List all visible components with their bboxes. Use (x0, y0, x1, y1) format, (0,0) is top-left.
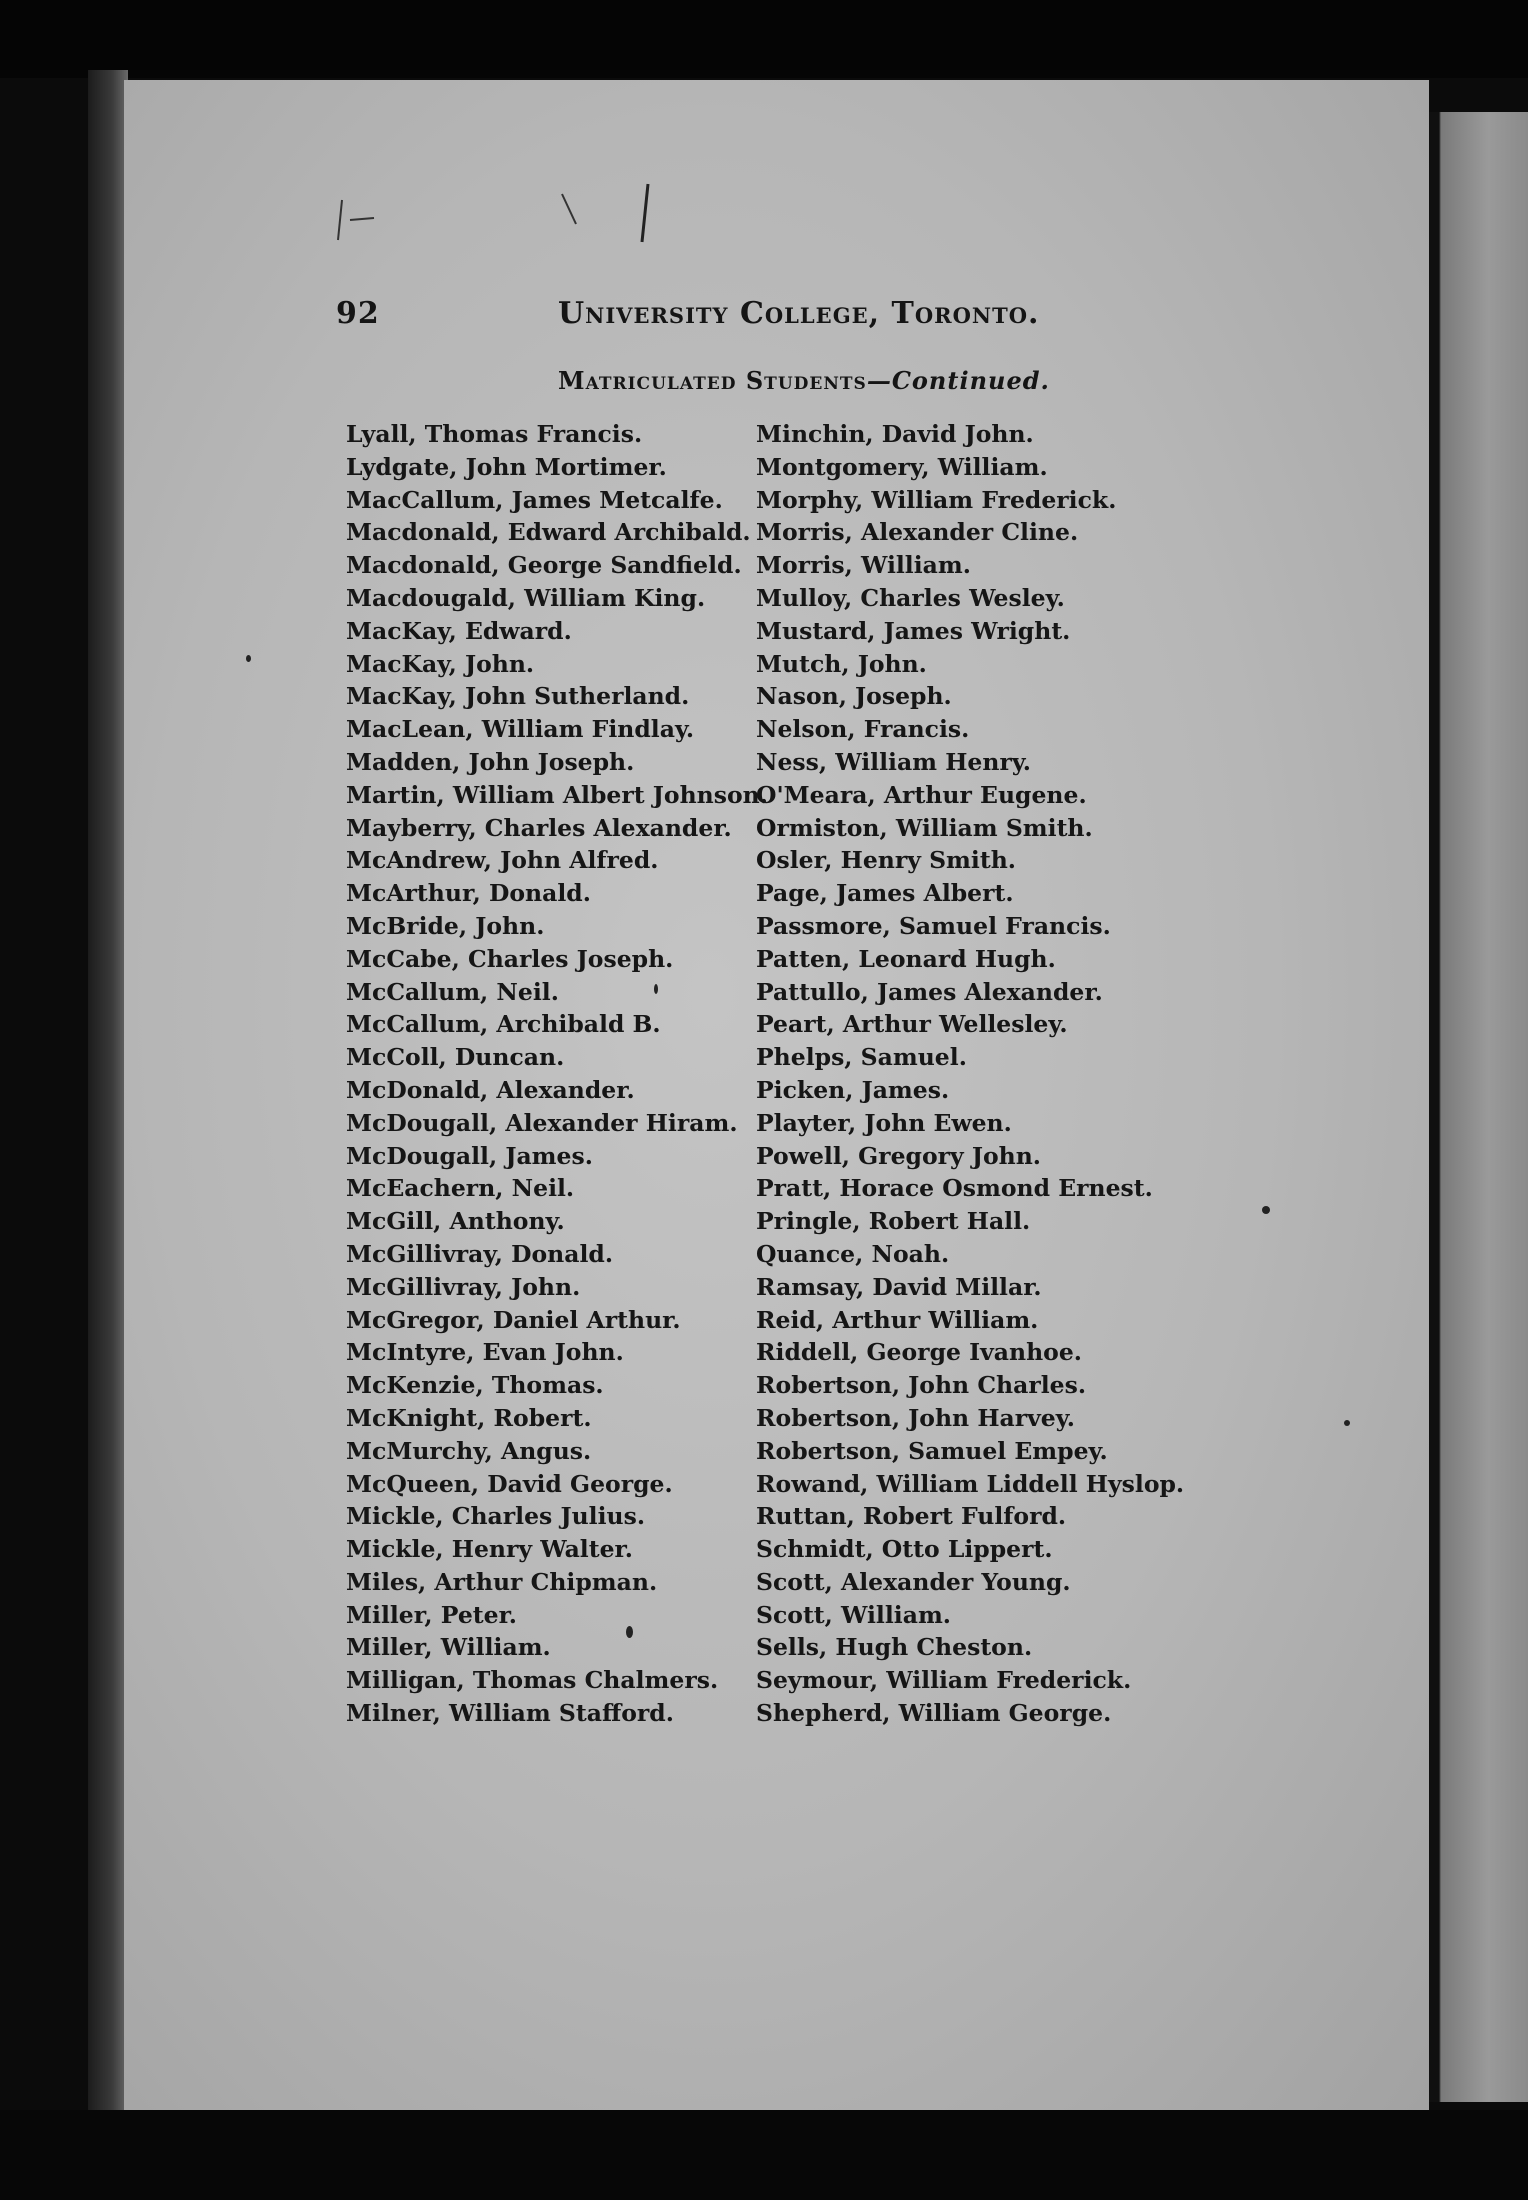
student-name: Scott, Alexander Young. (756, 1567, 1071, 1596)
student-name: Milligan, Thomas Chalmers. (346, 1666, 719, 1695)
ink-speck (1344, 1420, 1350, 1426)
student-name: Lyall, Thomas Francis. (346, 420, 643, 448)
student-name: McAndrew, John Alfred. (346, 846, 659, 875)
student-name: Quance, Noah. (756, 1239, 950, 1268)
student-name: Mutch, John. (756, 649, 927, 678)
student-name: O'Meara, Arthur Eugene. (756, 780, 1087, 809)
student-name: McCallum, Neil. (346, 977, 559, 1006)
student-name: MacKay, Edward. (346, 616, 572, 645)
student-name: McColl, Duncan. (346, 1043, 565, 1072)
student-name: McGillivray, Donald. (346, 1239, 614, 1268)
student-name: Macdonald, Edward Archibald. (346, 518, 751, 547)
student-name: Reid, Arthur William. (756, 1305, 1039, 1334)
student-name: Ormiston, William Smith. (756, 813, 1093, 842)
student-name: Macdougald, William King. (346, 583, 706, 612)
student-name: Miles, Arthur Chipman. (346, 1567, 658, 1596)
scan-top-border (0, 0, 1528, 78)
student-name: Robertson, John Charles. (756, 1371, 1087, 1400)
student-name: Ruttan, Robert Fulford. (756, 1502, 1067, 1531)
student-name: McDougall, Alexander Hiram. (346, 1108, 738, 1137)
student-name: Phelps, Samuel. (756, 1043, 967, 1072)
student-name: McCabe, Charles Joseph. (346, 944, 674, 973)
student-name: Minchin, David John. (756, 420, 1034, 448)
student-name: McEachern, Neil. (346, 1174, 575, 1203)
student-name: McBride, John. (346, 911, 545, 940)
student-name: Ramsay, David Millar. (756, 1272, 1042, 1301)
student-name: Morris, William. (756, 551, 971, 580)
section-heading-text: Matriculated Students (558, 366, 867, 395)
student-name: MacLean, William Findlay. (346, 715, 695, 744)
ink-speck (654, 984, 658, 994)
scan-bottom-border (0, 2110, 1528, 2200)
student-name: Robertson, Samuel Empey. (756, 1436, 1108, 1465)
student-name: Lydgate, John Mortimer. (346, 452, 667, 481)
section-heading (558, 366, 1050, 395)
student-name: Milner, William Stafford. (346, 1699, 674, 1728)
student-name: Pringle, Robert Hall. (756, 1207, 1031, 1236)
student-name: Mickle, Henry Walter. (346, 1535, 633, 1564)
student-name: Sells, Hugh Cheston. (756, 1633, 1033, 1662)
student-name: MacCallum, James Metcalfe. (346, 485, 723, 514)
student-name: Montgomery, William. (756, 452, 1048, 481)
student-name: Seymour, William Frederick. (756, 1666, 1132, 1695)
student-name: McGill, Anthony. (346, 1207, 565, 1236)
page-title: University College, Toronto. (558, 296, 1040, 331)
student-name: McIntyre, Evan John. (346, 1338, 624, 1367)
student-name: Morphy, William Frederick. (756, 485, 1117, 514)
binding-edge (88, 70, 128, 2110)
student-name: McDonald, Alexander. (346, 1075, 635, 1104)
student-name: Madden, John Joseph. (346, 747, 635, 776)
names-column-right (756, 418, 1184, 1730)
student-name: McMurchy, Angus. (346, 1436, 592, 1465)
student-name: MacKay, John Sutherland. (346, 682, 690, 711)
ink-speck (1262, 1206, 1270, 1214)
student-name: McGregor, Daniel Arthur. (346, 1305, 681, 1334)
student-name: McGillivray, John. (346, 1272, 581, 1301)
pencil-marks (330, 180, 670, 250)
student-name: Page, James Albert. (756, 879, 1014, 908)
student-name: Miller, Peter. (346, 1600, 517, 1629)
student-name: McArthur, Donald. (346, 879, 591, 908)
student-name: Playter, John Ewen. (756, 1108, 1012, 1137)
student-name: Macdonald, George Sandfield. (346, 551, 742, 580)
student-name: Passmore, Samuel Francis. (756, 911, 1111, 940)
student-name: Miller, William. (346, 1633, 551, 1662)
student-name: McCallum, Archibald B. (346, 1010, 661, 1039)
student-name: Robertson, John Harvey. (756, 1403, 1075, 1432)
names-column-left (346, 418, 768, 1730)
student-name: Ness, William Henry. (756, 747, 1031, 776)
student-name: Morris, Alexander Cline. (756, 518, 1079, 547)
student-name: Nason, Joseph. (756, 682, 952, 711)
student-name: Pratt, Horace Osmond Ernest. (756, 1174, 1153, 1203)
ink-speck (626, 1626, 633, 1638)
student-name: McKenzie, Thomas. (346, 1371, 604, 1400)
student-name: Osler, Henry Smith. (756, 846, 1016, 875)
student-name: Scott, William. (756, 1600, 951, 1629)
student-name: McQueen, David George. (346, 1469, 673, 1498)
ink-speck (246, 655, 251, 662)
student-name: McKnight, Robert. (346, 1403, 592, 1432)
student-name: Mickle, Charles Julius. (346, 1502, 646, 1531)
student-name: Powell, Gregory John. (756, 1141, 1041, 1170)
student-name: Nelson, Francis. (756, 715, 970, 744)
student-name: Schmidt, Otto Lippert. (756, 1535, 1053, 1564)
student-name: Martin, William Albert Johnson. (346, 780, 768, 809)
section-heading-suffix: —Continued. (866, 366, 1050, 395)
student-name: Picken, James. (756, 1075, 950, 1104)
student-name: Shepherd, William George. (756, 1699, 1112, 1728)
student-name: Riddell, George Ivanhoe. (756, 1338, 1082, 1367)
student-name: Mustard, James Wright. (756, 616, 1071, 645)
student-name: MacKay, John. (346, 649, 535, 678)
student-name: Rowand, William Liddell Hyslop. (756, 1469, 1185, 1498)
student-name: Mayberry, Charles Alexander. (346, 813, 732, 842)
running-header (336, 296, 1040, 340)
student-name: Patten, Leonard Hugh. (756, 944, 1056, 973)
student-name: Peart, Arthur Wellesley. (756, 1010, 1068, 1039)
page-number: 92 (336, 296, 380, 331)
student-name: Pattullo, James Alexander. (756, 977, 1103, 1006)
next-page-edge (1429, 112, 1528, 2102)
student-name: Mulloy, Charles Wesley. (756, 583, 1065, 612)
student-name: McDougall, James. (346, 1141, 593, 1170)
